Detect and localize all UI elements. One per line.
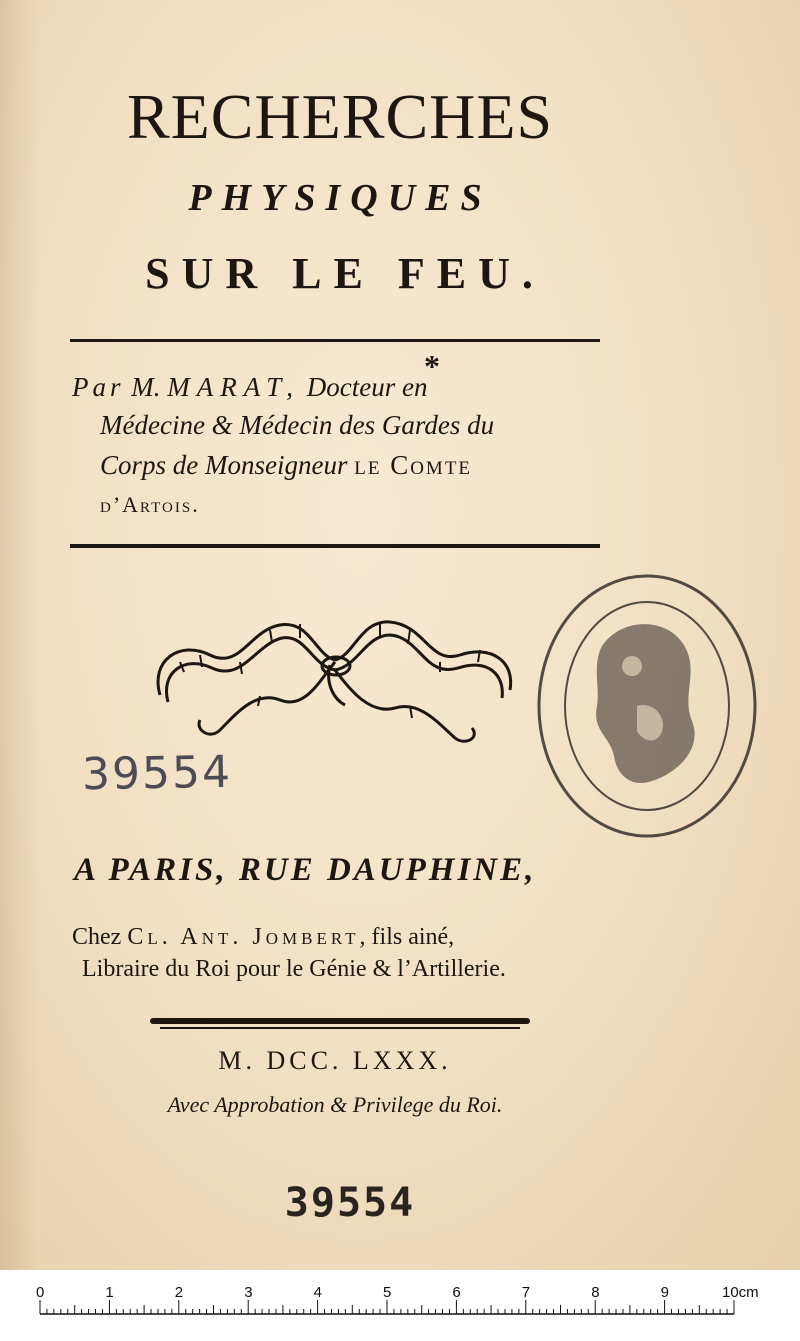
scale-label: 9 [660,1284,669,1301]
bottom-rule-thin [160,1027,520,1029]
publisher-suffix: , fils ainé, [359,924,455,950]
title-line-1: RECHERCHES [126,81,554,152]
scale-label: 10cm [722,1284,759,1301]
author-line-3-text: Corps de Monseigneur [100,450,348,480]
top-rule [70,339,600,342]
author-line-3-comte: le Comte [354,450,473,480]
scale-label: 8 [591,1284,600,1301]
author-title: Docteur en [306,372,428,402]
scale-label: 6 [452,1284,461,1301]
library-stamp [522,556,762,846]
scale-label: 7 [521,1284,531,1301]
author-line-2: Médecine & Médecin des Gardes du [100,410,495,440]
approbation-line: Avec Approbation & Privilege du Roi. [167,1092,503,1117]
author-line-1 [72,368,427,406]
publication-date: M. DCC. LXXX. [218,1046,452,1075]
publisher-chez: Chez [72,924,122,950]
scale-ruler [0,1270,800,1341]
author-line-4: d’Artois. [100,492,200,517]
scale-label: 3 [244,1284,253,1301]
scale-label: 5 [383,1284,392,1301]
asterisk-mark: * [424,348,440,384]
bottom-rule-thick [150,1018,530,1024]
scale-label: 2 [174,1284,184,1301]
ribbon-ornament [140,600,530,760]
scale-label: 0 [36,1284,45,1301]
scale-label: 4 [313,1284,322,1301]
author-line-3 [100,450,472,481]
title-line-3: SUR LE FEU. [145,249,545,298]
stamped-number: 39554 [284,1180,416,1226]
publication-place: A PARIS, RUE DAUPHINE, [74,852,537,888]
measurement-scale [0,1270,800,1341]
publisher-name: Cl. Ant. Jombert [127,924,360,950]
publisher-line-1 [72,924,454,951]
handwritten-shelfmark: 39554 [81,746,233,801]
title-line-2: PHYSIQUES [188,177,492,219]
author-name: MARAT, [167,372,300,402]
middle-rule [70,544,600,548]
author-par: Par [72,372,125,402]
author-m: M. [131,372,161,402]
scale-label: 1 [105,1284,114,1301]
publisher-line-2: Libraire du Roi pour le Génie & l’Artillerie. [82,956,506,982]
